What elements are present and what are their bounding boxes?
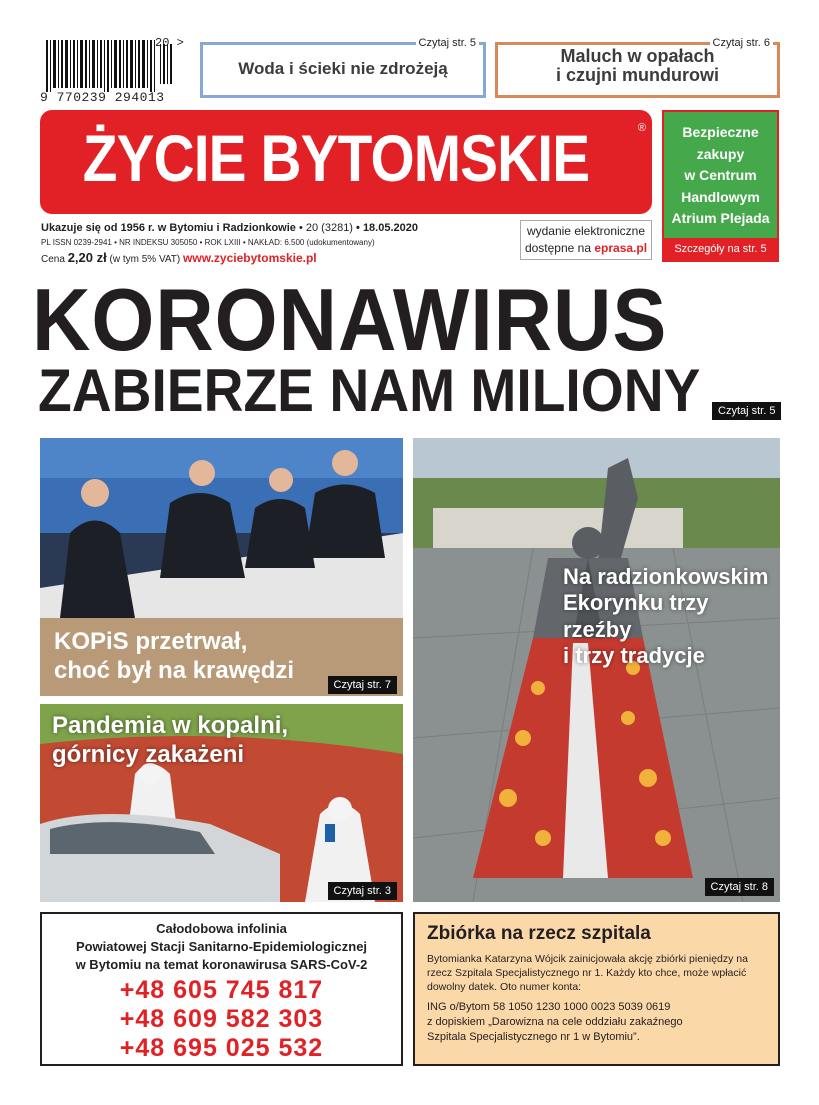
story-title-line: Ekorynku trzy rzeźby xyxy=(563,590,709,642)
fundraiser-box xyxy=(413,912,780,1066)
masthead xyxy=(40,110,652,214)
teaser-toddler[interactable] xyxy=(495,37,780,98)
phone-number[interactable]: +48 695 025 532 xyxy=(119,1034,324,1062)
ekorynek-read-link[interactable]: Czytaj str. 8 xyxy=(705,878,774,896)
barcode-number: 9 770239 294013 xyxy=(40,90,165,105)
pandemia-title xyxy=(52,712,288,770)
teaser-title: Woda i ścieki nie zdrożeją xyxy=(238,59,448,78)
promo-read-link[interactable]: Szczegóły na str. 5 xyxy=(664,238,777,260)
headline-read-link[interactable]: Czytaj str. 5 xyxy=(712,402,781,420)
promo-box[interactable] xyxy=(662,110,779,262)
hotline-description xyxy=(42,920,401,974)
story-title-line: górnicy zakażeni xyxy=(52,740,245,768)
promo-line: zakupy xyxy=(696,145,745,162)
pandemia-read-link[interactable]: Czytaj str. 3 xyxy=(328,882,397,900)
issue-date: • 18.05.2020 xyxy=(356,222,418,234)
hotline-phones xyxy=(42,976,401,1063)
fundraiser-account xyxy=(427,1000,766,1045)
fundraiser-body: Bytomianka Katarzyna Wójcik zainicjowała akcję zbiórki pieniędzy na rzecz Szpitala Specjalistycznego nr 1. Każdy kto chce, może wpłacić dowolny datek. Oto numer konta: xyxy=(427,953,748,993)
teaser-title-line: Maluch w opałach xyxy=(560,46,715,66)
story-title-line: i trzy tradycje xyxy=(563,643,705,669)
story-ekorynek[interactable] xyxy=(413,438,780,902)
promo-line: Atrium Plejada xyxy=(671,210,770,226)
e-edition-box[interactable] xyxy=(520,220,652,260)
phone-number[interactable]: +48 609 582 303 xyxy=(119,1005,324,1033)
story-pandemia[interactable] xyxy=(40,704,403,902)
kopis-read-link[interactable]: Czytaj str. 7 xyxy=(328,676,397,694)
hotline-desc-line: Całodobowa infolinia xyxy=(156,921,287,936)
price-line xyxy=(41,250,317,265)
masthead-logo: ŻYCIE BYTOMSKIE xyxy=(82,121,590,195)
publication-info xyxy=(41,222,418,234)
promo-line: Bezpieczne xyxy=(682,124,759,140)
teaser-water[interactable] xyxy=(200,37,486,98)
promo-line: Handlowym xyxy=(681,188,760,205)
fundraiser-note: z dopiskiem „Darowizna na cele oddziału zakaźnego xyxy=(427,1016,683,1028)
registered-mark: ® xyxy=(637,122,646,134)
fundraiser-title: Zbiórka na rzecz szpitala xyxy=(427,923,651,944)
story-kopis[interactable] xyxy=(40,438,403,696)
issue-code: 20 > xyxy=(155,36,184,50)
teaser-read-link[interactable]: Czytaj str. 5 xyxy=(416,37,479,49)
promo-text xyxy=(664,122,777,230)
story-title-line: choć był na krawędzi xyxy=(54,656,295,684)
price-label: Cena xyxy=(41,254,68,265)
teaser-title xyxy=(498,47,777,85)
phone-number[interactable]: +48 605 745 817 xyxy=(119,976,324,1004)
e-edition-text: dostępne na xyxy=(524,241,595,255)
bank-account: ING o/Bytom 58 1050 1230 1000 0023 5039 0619 xyxy=(427,1001,671,1013)
story-title-line: KOPiS przetrwał, xyxy=(54,628,248,655)
promo-line: w Centrum xyxy=(684,167,757,183)
ekorynek-title xyxy=(563,564,780,670)
e-edition-text: wydanie elektroniczne xyxy=(526,224,646,238)
story-title-line: Na radzionkowskim xyxy=(563,564,769,589)
fundraiser-note: Szpitala Specjalistycznego nr 1 w Bytomiu”. xyxy=(427,1031,640,1043)
issue-number: • 20 (3281) xyxy=(295,222,357,234)
main-subheadline[interactable]: ZABIERZE NAM MILIONY xyxy=(38,357,701,424)
hotline-box xyxy=(40,912,403,1066)
sculpture-photo xyxy=(413,438,780,902)
publication-codes: PL ISSN 0239-2941 • NR INDEKSU 305050 • ROK LXIII • NAKŁAD: 6.500 (udokumentowany) xyxy=(41,238,375,247)
price-note: (w tym 5% VAT) xyxy=(106,254,184,265)
publication-since: Ukazuje się od 1956 r. w Bytomiu i Radzionkowie xyxy=(41,222,296,234)
story-title-line: Pandemia w kopalni, xyxy=(52,712,289,739)
eprasa-link[interactable]: eprasa.pl xyxy=(594,241,648,255)
main-headline[interactable]: KORONAWIRUS xyxy=(32,270,668,369)
kopis-title xyxy=(54,628,294,686)
hotline-desc-line: Powiatowej Stacji Sanitarno-Epidemiologicznej xyxy=(75,939,368,954)
website-link[interactable]: www.zyciebytomskie.pl xyxy=(183,251,317,265)
teaser-read-link[interactable]: Czytaj str. 6 xyxy=(710,37,773,49)
hotline-desc-line: w Bytomiu na temat koronawirusa SARS-CoV-2 xyxy=(75,957,368,972)
teaser-title-line: i czujni mundurowi xyxy=(556,65,719,85)
price: 2,20 zł xyxy=(67,250,107,265)
